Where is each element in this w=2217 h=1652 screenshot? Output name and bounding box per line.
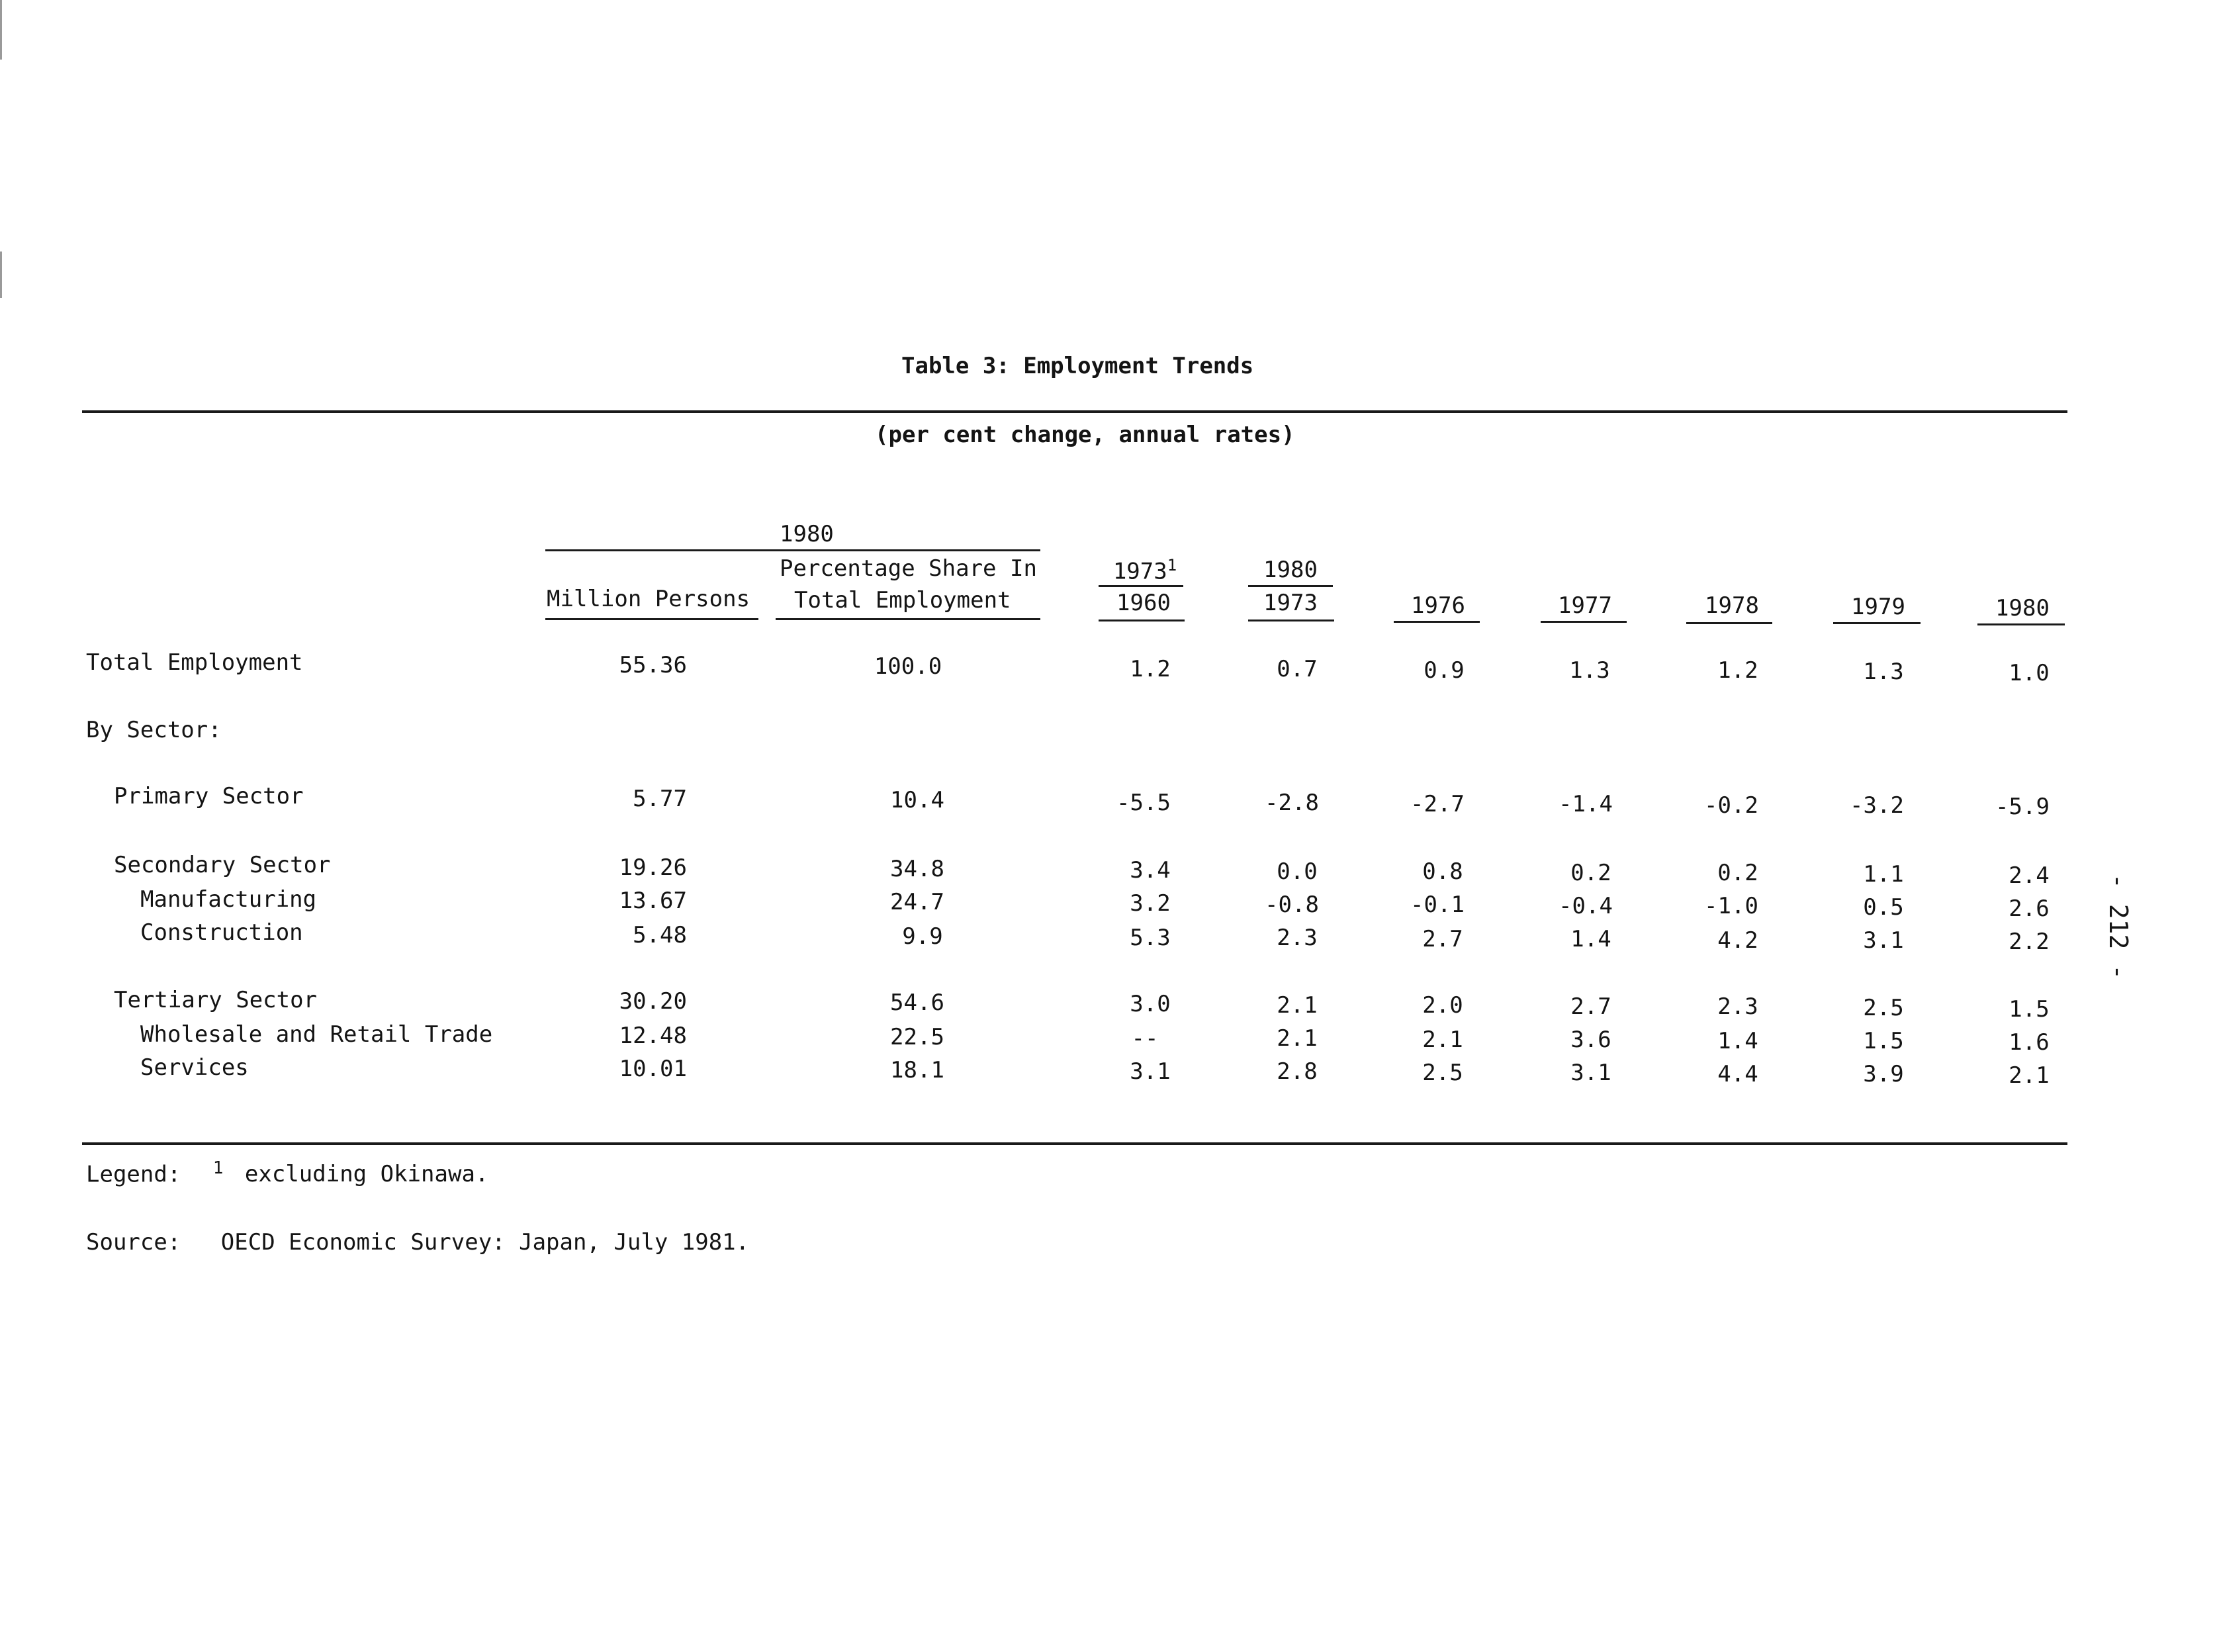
header-ratio1-fraction-line (1099, 585, 1183, 587)
page-number: - 212 - (2104, 874, 2133, 980)
cell-value: 2.4 (2009, 862, 2050, 889)
bottom-rule (82, 1142, 2067, 1145)
header-pct-share-line1: Percentage Share In (780, 555, 1037, 582)
row-label: Tertiary Sector (114, 987, 318, 1013)
cell-value: 2.8 (1277, 1058, 1318, 1085)
scan-edge-mark (0, 0, 2, 60)
cell-value: -3.2 (1850, 792, 1904, 819)
cell-value: 2.1 (2009, 1062, 2050, 1089)
row-label: Primary Sector (114, 783, 304, 809)
header-ratio2-fraction-line (1248, 585, 1333, 587)
source-label: Source: (86, 1229, 181, 1256)
cell-value: 2.1 (1277, 1025, 1318, 1052)
cell-value: 2.3 (1717, 993, 1758, 1020)
header-span-rule (545, 549, 1040, 551)
source-note (86, 1231, 749, 1254)
header-year-rule (1977, 623, 2065, 625)
cell-value: 4.2 (1717, 927, 1758, 954)
cell-value: 2.5 (1422, 1060, 1463, 1086)
header-ratio1-rule (1099, 620, 1185, 621)
header-ratio1-top: 1973 (1112, 558, 1167, 585)
cell-value: 3.6 (1570, 1027, 1611, 1053)
footnote-marker: 1 (212, 1158, 224, 1178)
header-year-rule (1833, 622, 1921, 624)
cell-value: 3.1 (1570, 1060, 1611, 1086)
cell-value: 3.1 (1130, 1058, 1171, 1085)
row-label-group: By Sector: (86, 717, 222, 743)
legend-text: excluding Okinawa. (244, 1161, 489, 1188)
cell-million-persons: 30.20 (619, 988, 687, 1015)
legend (86, 1158, 489, 1188)
cell-value: 3.9 (1863, 1061, 1904, 1087)
header-ratio1 (1112, 556, 1177, 585)
cell-pct-share: 18.1 (890, 1057, 944, 1083)
cell-value: 1.6 (2009, 1029, 2050, 1056)
cell-pct-share: 54.6 (890, 989, 944, 1016)
cell-pct-share: 10.4 (890, 787, 944, 813)
cell-value: 1.2 (1130, 656, 1171, 682)
header-year: 1979 (1851, 594, 1905, 620)
cell-pct-share: 34.8 (890, 856, 944, 882)
header-year-rule (1394, 621, 1480, 623)
cell-value: 2.1 (1422, 1027, 1463, 1053)
row-label: Total Employment (86, 649, 303, 676)
cell-value: -0.1 (1410, 892, 1465, 918)
cell-value: 0.0 (1277, 858, 1318, 885)
cell-million-persons: 13.67 (619, 888, 687, 914)
cell-value: -2.7 (1410, 791, 1465, 817)
cell-value: 1.5 (1863, 1028, 1904, 1054)
cell-value: 1.3 (1569, 657, 1610, 684)
row-label: Wholesale and Retail Trade (140, 1021, 493, 1048)
header-year: 1976 (1411, 592, 1465, 619)
cell-value: 0.9 (1424, 657, 1465, 684)
cell-value: 1.0 (2009, 660, 2050, 686)
header-million-persons: Million Persons (547, 586, 750, 612)
cell-pct-share: 24.7 (890, 889, 944, 915)
header-ratio2-bottom: 1973 (1263, 590, 1318, 616)
cell-value: -0.4 (1559, 893, 1613, 919)
header-rule-million (545, 618, 758, 620)
cell-pct-share: 100.0 (874, 653, 942, 680)
cell-value: -5.5 (1116, 790, 1171, 816)
cell-value: 3.4 (1130, 857, 1171, 884)
row-label: Manufacturing (140, 886, 317, 913)
table-subtitle: (per cent change, annual rates) (875, 422, 1295, 448)
cell-value: 2.1 (1277, 992, 1318, 1019)
cell-value: 2.2 (2009, 929, 2050, 955)
header-ratio1-bottom: 1960 (1116, 590, 1171, 616)
header-year-1980: 1980 (780, 521, 834, 547)
cell-value: 2.0 (1422, 992, 1463, 1019)
cell-value: 1.2 (1717, 657, 1758, 684)
header-rule-pct-share (776, 618, 1040, 620)
source-text: OECD Economic Survey: Japan, July 1981. (220, 1229, 750, 1256)
header-year-rule (1541, 621, 1627, 623)
cell-value: 2.6 (2009, 895, 2050, 922)
scan-edge-mark (0, 252, 2, 298)
row-label: Services (140, 1054, 249, 1081)
cell-value: 4.4 (1717, 1061, 1758, 1087)
cell-value: -2.8 (1265, 790, 1319, 816)
cell-million-persons: 55.36 (619, 652, 687, 678)
cell-value: 1.4 (1717, 1028, 1758, 1054)
cell-value: 0.8 (1422, 858, 1463, 885)
cell-value: 1.3 (1863, 659, 1904, 685)
cell-million-persons: 5.77 (633, 786, 687, 812)
header-year: 1978 (1705, 592, 1759, 619)
cell-pct-share: 9.9 (902, 923, 943, 950)
cell-value: 0.2 (1570, 860, 1611, 886)
legend-label: Legend: (86, 1161, 181, 1188)
cell-value: -0.2 (1704, 792, 1758, 819)
row-label: Construction (140, 919, 303, 946)
header-ratio2-rule (1248, 620, 1334, 621)
top-rule (82, 410, 2067, 413)
header-year-rule (1686, 622, 1772, 624)
cell-value: 3.0 (1130, 991, 1171, 1017)
cell-value: 5.3 (1130, 925, 1171, 951)
cell-million-persons: 19.26 (619, 854, 687, 881)
cell-value: 2.7 (1422, 926, 1463, 952)
cell-value: 0.2 (1717, 860, 1758, 886)
cell-value: 1.5 (2009, 996, 2050, 1023)
header-year: 1980 (1995, 595, 2050, 621)
cell-value: 0.5 (1863, 894, 1904, 921)
cell-value: -- (1131, 1025, 1159, 1052)
cell-million-persons: 10.01 (619, 1056, 687, 1082)
cell-value: 0.7 (1277, 656, 1318, 682)
cell-pct-share: 22.5 (890, 1024, 944, 1050)
header-pct-share-line2: Total Employment (794, 587, 1011, 614)
header-ratio2-top: 1980 (1263, 557, 1318, 583)
cell-value: -0.8 (1265, 892, 1319, 918)
cell-value: -1.0 (1704, 893, 1758, 919)
cell-value: 1.1 (1863, 861, 1904, 888)
cell-value: -1.4 (1559, 791, 1613, 817)
cell-million-persons: 5.48 (633, 922, 687, 948)
cell-million-persons: 12.48 (619, 1023, 687, 1049)
row-label: Secondary Sector (114, 852, 331, 878)
cell-value: 2.5 (1863, 995, 1904, 1021)
cell-value: 3.2 (1130, 890, 1171, 917)
header-year: 1977 (1558, 592, 1612, 619)
cell-value: 2.3 (1277, 925, 1318, 951)
cell-value: 3.1 (1863, 927, 1904, 954)
cell-value: -5.9 (1995, 794, 2050, 820)
cell-value: 1.4 (1570, 926, 1611, 952)
cell-value: 2.7 (1570, 993, 1611, 1020)
footnote-marker: 1 (1167, 556, 1177, 574)
table-title: Table 3: Employment Trends (901, 353, 1254, 379)
